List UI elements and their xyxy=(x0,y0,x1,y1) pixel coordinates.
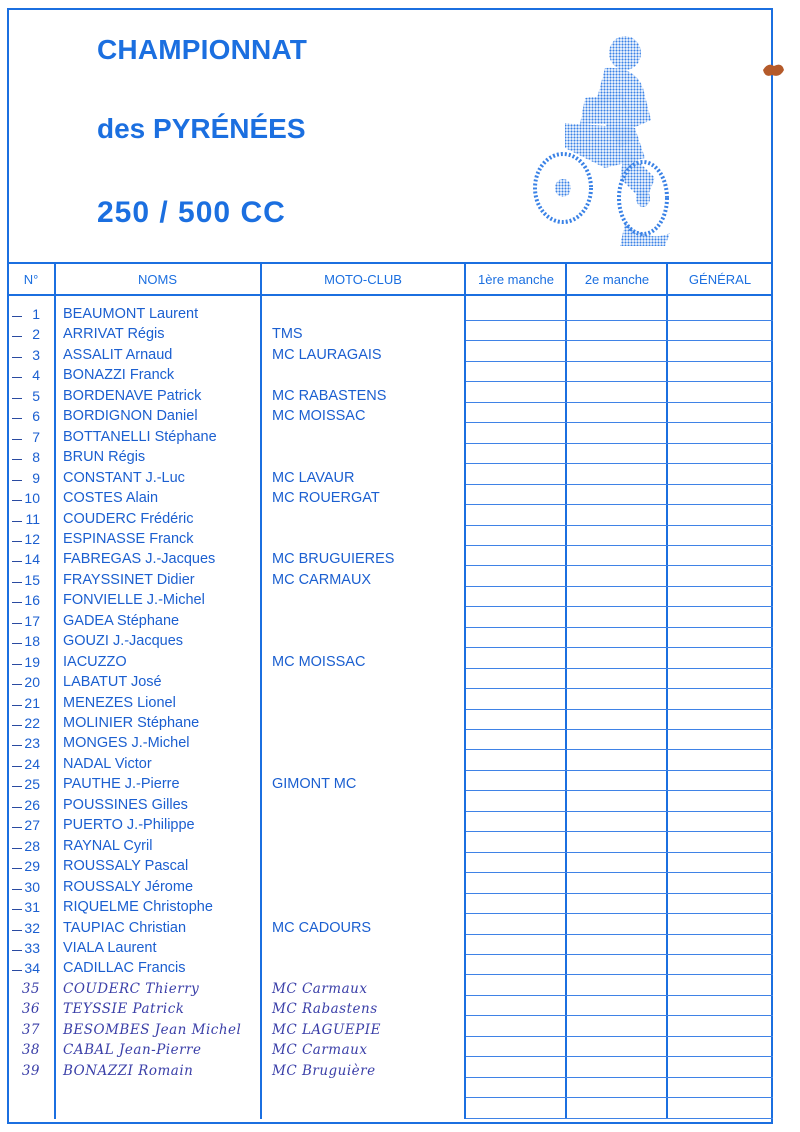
rider-name: MENEZES Lionel xyxy=(63,694,176,711)
result-row-line xyxy=(466,1036,773,1037)
rider-name: ARRIVAT Régis xyxy=(63,326,165,343)
result-row-line xyxy=(466,1077,773,1078)
col-divider-5 xyxy=(666,264,668,1119)
rider-name: BORDIGNON Daniel xyxy=(63,408,198,425)
rider-name: GOUZI J.-Jacques xyxy=(63,633,184,650)
rider-number: 31 xyxy=(24,899,40,916)
rider-number: 11 xyxy=(25,510,40,527)
rider-number: 19 xyxy=(24,653,40,670)
handwritten-number: 35 xyxy=(21,980,40,997)
title-championnat: CHAMPIONNAT xyxy=(97,34,308,65)
rider-number: 29 xyxy=(24,858,40,875)
margin-tick xyxy=(12,766,22,767)
rider-name: BONAZZI Franck xyxy=(63,367,175,384)
header-divider xyxy=(7,262,773,264)
handwritten-name: CABAL Jean-Pierre xyxy=(63,1042,202,1059)
rider-number: 21 xyxy=(24,694,40,711)
rider-name: BEAUMONT Laurent xyxy=(63,306,199,322)
title-pyrenees: des PYRÉNÉES xyxy=(97,113,306,144)
margin-tick xyxy=(12,377,22,378)
rider-number: 28 xyxy=(24,837,40,854)
margin-tick xyxy=(12,521,22,522)
rider-number: 9 xyxy=(32,469,40,486)
result-row-line xyxy=(466,872,773,873)
result-row-line xyxy=(466,893,773,894)
rider-number: 5 xyxy=(32,387,40,404)
result-row-line xyxy=(466,463,773,464)
rider-number: 20 xyxy=(24,674,40,691)
margin-tick xyxy=(12,643,22,644)
result-row-line xyxy=(466,525,773,526)
rider-number: 2 xyxy=(32,326,40,343)
result-row-line xyxy=(466,484,773,485)
handwritten-club: MC Carmaux xyxy=(272,980,368,997)
rider-name: GADEA Stéphane xyxy=(63,612,180,629)
margin-tick xyxy=(12,848,22,849)
result-row-line xyxy=(466,1097,773,1098)
result-row-line xyxy=(466,1056,773,1057)
result-row-line xyxy=(466,381,773,382)
rider-number: 22 xyxy=(24,715,40,731)
handwritten-club: MC Carmaux xyxy=(272,1042,368,1059)
margin-tick xyxy=(12,664,22,665)
result-row-line xyxy=(466,647,773,648)
rider-name: RAYNAL Cyril xyxy=(63,837,153,854)
rider-number: 16 xyxy=(24,592,40,609)
result-row-line xyxy=(466,606,773,607)
rider-club: MC CARMAUX xyxy=(272,571,372,588)
rider-name: BOTTANELLI Stéphane xyxy=(63,428,217,445)
result-row-line xyxy=(466,586,773,587)
margin-tick xyxy=(12,459,22,460)
col-divider-4 xyxy=(565,264,567,1119)
result-row-line xyxy=(466,443,773,444)
rider-club: MC MOISSAC xyxy=(272,653,366,670)
result-row-line xyxy=(466,770,773,771)
rider-number: 17 xyxy=(24,612,40,629)
result-row-line xyxy=(466,504,773,505)
margin-tick xyxy=(12,705,22,706)
result-row-line xyxy=(466,934,773,935)
handwritten-number: 39 xyxy=(21,1062,40,1079)
rider-club: MC RABASTENS xyxy=(272,387,387,404)
rider-name: ROUSSALY Jérome xyxy=(63,878,194,895)
title-category: 250 / 500 CC xyxy=(97,196,286,229)
result-row-line xyxy=(466,790,773,791)
col-header-num: N° xyxy=(23,272,39,287)
rider-name: MOLINIER Stéphane xyxy=(63,715,200,731)
result-row-line xyxy=(466,627,773,628)
rider-name: COUDERC Frédéric xyxy=(63,510,194,527)
result-row-line xyxy=(466,729,773,730)
rider-name: ROUSSALY Pascal xyxy=(63,858,189,875)
rider-name: NADAL Victor xyxy=(63,755,152,772)
rider-number: 1 xyxy=(32,306,40,322)
result-row-line xyxy=(466,995,773,996)
rider-number: 15 xyxy=(24,571,40,588)
rider-name: VIALA Laurent xyxy=(63,939,157,956)
margin-tick xyxy=(12,868,22,869)
result-row-line xyxy=(466,811,773,812)
margin-tick xyxy=(12,541,22,542)
rider-club: MC CADOURS xyxy=(272,919,372,936)
handwritten-number: 37 xyxy=(21,1021,40,1038)
result-row-line xyxy=(466,913,773,914)
margin-tick xyxy=(12,745,22,746)
rider-name: MONGES J.-Michel xyxy=(63,735,190,752)
margin-tick xyxy=(12,602,22,603)
col-header-names: NOMS xyxy=(138,272,177,287)
handwritten-name: TEYSSIE Patrick xyxy=(63,1001,185,1018)
rider-name: FRAYSSINET Didier xyxy=(63,571,195,588)
rider-name: LABATUT José xyxy=(63,674,162,691)
result-row-line xyxy=(466,709,773,710)
rider-number: 33 xyxy=(24,939,40,956)
motocross-rider-icon xyxy=(525,28,675,248)
margin-tick xyxy=(12,807,22,808)
handwritten-number: 38 xyxy=(21,1042,40,1059)
rider-number: 10 xyxy=(24,490,40,507)
margin-tick xyxy=(12,786,22,787)
margin-tick xyxy=(12,684,22,685)
rider-name: BRUN Régis xyxy=(63,449,146,466)
rider-name: FABREGAS J.-Jacques xyxy=(63,551,216,568)
margin-tick xyxy=(12,480,22,481)
margin-tick xyxy=(12,561,22,562)
rider-name: ESPINASSE Franck xyxy=(63,530,194,547)
margin-tick xyxy=(12,582,22,583)
handwritten-name: BONAZZI Romain xyxy=(63,1062,194,1079)
rider-number: 7 xyxy=(32,428,40,445)
result-row-line xyxy=(466,974,773,975)
result-row-line xyxy=(466,749,773,750)
col-divider-1 xyxy=(54,264,56,1119)
result-row-line xyxy=(466,831,773,832)
handwritten-name: COUDERC Thierry xyxy=(63,980,200,997)
handwritten-club: MC LAGUEPIE xyxy=(272,1021,381,1038)
col-header-general: GÉNÉRAL xyxy=(688,272,752,287)
rider-number: 12 xyxy=(24,530,40,547)
handwritten-name: BESOMBES Jean Michel xyxy=(63,1021,242,1038)
result-row-line xyxy=(466,954,773,955)
col-header-manche1: 1ère manche xyxy=(478,272,554,287)
margin-tick xyxy=(12,336,22,337)
col-divider-3 xyxy=(464,264,466,1119)
rider-number: 25 xyxy=(24,776,40,793)
rider-number: 30 xyxy=(24,878,40,895)
result-row-line xyxy=(466,340,773,341)
rider-number: 14 xyxy=(24,551,40,568)
rider-name: ASSALIT Arnaud xyxy=(63,346,173,363)
rider-name: PAUTHE J.-Pierre xyxy=(63,776,180,793)
margin-tick xyxy=(12,930,22,931)
handwritten-club: MC Bruguière xyxy=(272,1062,376,1079)
result-row-line xyxy=(466,1118,773,1119)
result-row-line xyxy=(466,320,773,321)
result-row-line xyxy=(466,852,773,853)
rider-number: 27 xyxy=(24,817,40,834)
result-row-line xyxy=(466,1015,773,1016)
rider-number: 24 xyxy=(24,755,40,772)
rider-number: 34 xyxy=(24,960,40,977)
rider-name: POUSSINES Gilles xyxy=(63,796,188,813)
rider-name: TAUPIAC Christian xyxy=(63,919,187,936)
rider-number: 23 xyxy=(24,735,40,752)
rider-name: FONVIELLE J.-Michel xyxy=(63,592,205,609)
result-row-line xyxy=(466,545,773,546)
rider-number: 8 xyxy=(32,449,40,466)
margin-tick xyxy=(12,623,22,624)
rider-number: 3 xyxy=(32,346,40,363)
margin-tick xyxy=(12,418,22,419)
margin-tick xyxy=(12,398,22,399)
handwritten-club: MC Rabastens xyxy=(272,1001,378,1018)
margin-tick xyxy=(12,500,22,501)
col-divider-2 xyxy=(260,264,262,1119)
rider-number: 4 xyxy=(32,367,40,384)
col-header-club: MOTO-CLUB xyxy=(324,272,402,287)
ink-stain xyxy=(760,60,786,80)
rider-club: MC BRUGUIERES xyxy=(272,551,395,568)
rider-club: MC MOISSAC xyxy=(272,408,366,425)
rider-number: 6 xyxy=(32,408,40,425)
rider-club: MC LAVAUR xyxy=(272,469,355,486)
rider-name: CONSTANT J.-Luc xyxy=(63,469,185,486)
margin-tick xyxy=(12,357,22,358)
rider-name: RIQUELME Christophe xyxy=(63,899,213,916)
margin-tick xyxy=(12,725,22,726)
result-row-line xyxy=(466,565,773,566)
result-row-line xyxy=(466,402,773,403)
margin-tick xyxy=(12,950,22,951)
margin-tick xyxy=(12,439,22,440)
margin-tick xyxy=(12,827,22,828)
rider-club: MC LAURAGAIS xyxy=(272,346,382,363)
rider-name: BORDENAVE Patrick xyxy=(63,387,202,404)
margin-tick xyxy=(12,889,22,890)
margin-tick xyxy=(12,316,22,317)
rider-club: MC ROUERGAT xyxy=(272,490,380,507)
col-header-manche2: 2e manche xyxy=(584,272,650,287)
rider-name: CADILLAC Francis xyxy=(63,960,186,977)
rider-club: GIMONT MC xyxy=(272,776,357,793)
rider-name: COSTES Alain xyxy=(63,490,159,507)
rider-number: 18 xyxy=(24,633,40,650)
result-row-line xyxy=(466,361,773,362)
margin-tick xyxy=(12,970,22,971)
rider-number: 26 xyxy=(24,796,40,813)
margin-tick xyxy=(12,909,22,910)
rider-number: 32 xyxy=(24,919,40,936)
result-row-line xyxy=(466,668,773,669)
rider-club: TMS xyxy=(272,326,303,343)
column-header-divider xyxy=(7,294,773,296)
rider-name: IACUZZO xyxy=(63,653,127,670)
handwritten-number: 36 xyxy=(21,1001,40,1018)
result-row-line xyxy=(466,688,773,689)
result-row-line xyxy=(466,422,773,423)
rider-name: PUERTO J.-Philippe xyxy=(63,817,195,834)
